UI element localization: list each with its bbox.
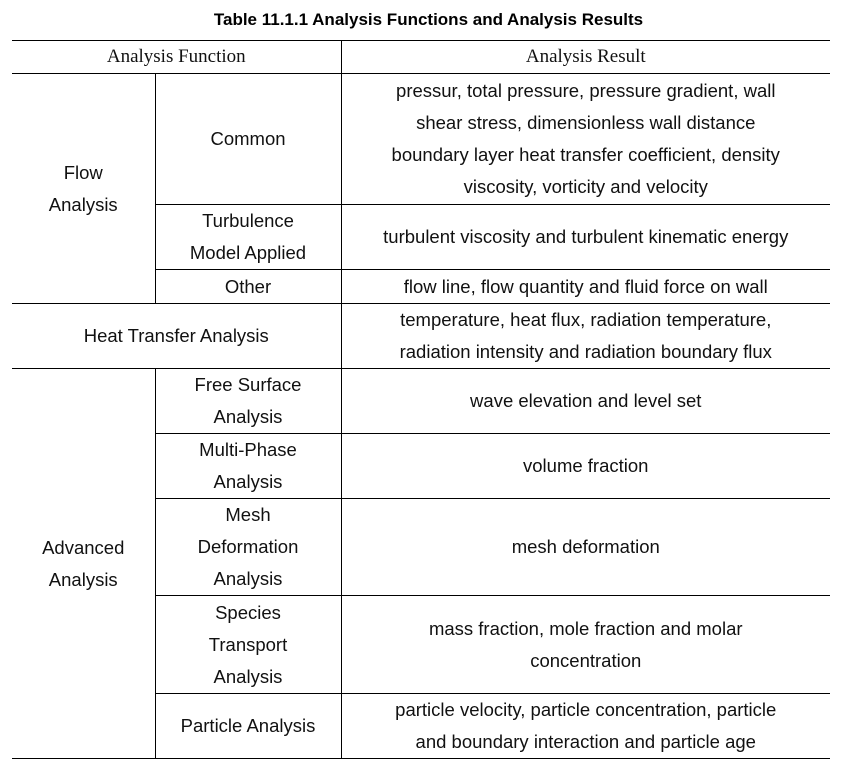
function-multi-phase: Multi-Phase Analysis	[155, 434, 341, 499]
result-species: mass fraction, mole fraction and molar concentration	[341, 596, 830, 694]
result-particle: particle velocity, particle concentration, particle and boundary interaction and particle age	[341, 694, 830, 759]
result-common: pressur, total pressure, pressure gradient, wall shear stress, dimensionless wall distance boundary layer heat transfer coefficient, density viscosity, vorticity and velocity	[341, 74, 830, 205]
table-row-common	[12, 74, 830, 205]
group-flow-analysis: Flow Analysis	[12, 74, 155, 304]
result-free-surface: wave elevation and level set	[341, 369, 830, 434]
function-heat-transfer: Heat Transfer Analysis	[12, 304, 341, 369]
function-turbulence: Turbulence Model Applied	[155, 205, 341, 270]
analysis-table	[12, 40, 830, 759]
result-heat-transfer: temperature, heat flux, radiation temperature, radiation intensity and radiation boundary flux	[341, 304, 830, 369]
result-other: flow line, flow quantity and fluid force on wall	[341, 270, 830, 304]
table-row-heat-transfer	[12, 304, 830, 369]
header-row	[12, 41, 830, 74]
result-multi-phase: volume fraction	[341, 434, 830, 499]
header-analysis-function: Analysis Function	[12, 41, 341, 74]
function-free-surface: Free Surface Analysis	[155, 369, 341, 434]
function-species: Species Transport Analysis	[155, 596, 341, 694]
function-other: Other	[155, 270, 341, 304]
result-mesh: mesh deformation	[341, 499, 830, 596]
table-row-free-surface	[12, 369, 830, 434]
group-advanced-analysis: Advanced Analysis	[12, 369, 155, 759]
result-turbulence: turbulent viscosity and turbulent kinematic energy	[341, 205, 830, 270]
table-title: Table 11.1.1 Analysis Functions and Analysis Results	[213, 10, 644, 29]
function-common: Common	[155, 74, 341, 205]
header-analysis-result: Analysis Result	[341, 41, 830, 74]
function-mesh: Mesh Deformation Analysis	[155, 499, 341, 596]
function-particle: Particle Analysis	[155, 694, 341, 759]
